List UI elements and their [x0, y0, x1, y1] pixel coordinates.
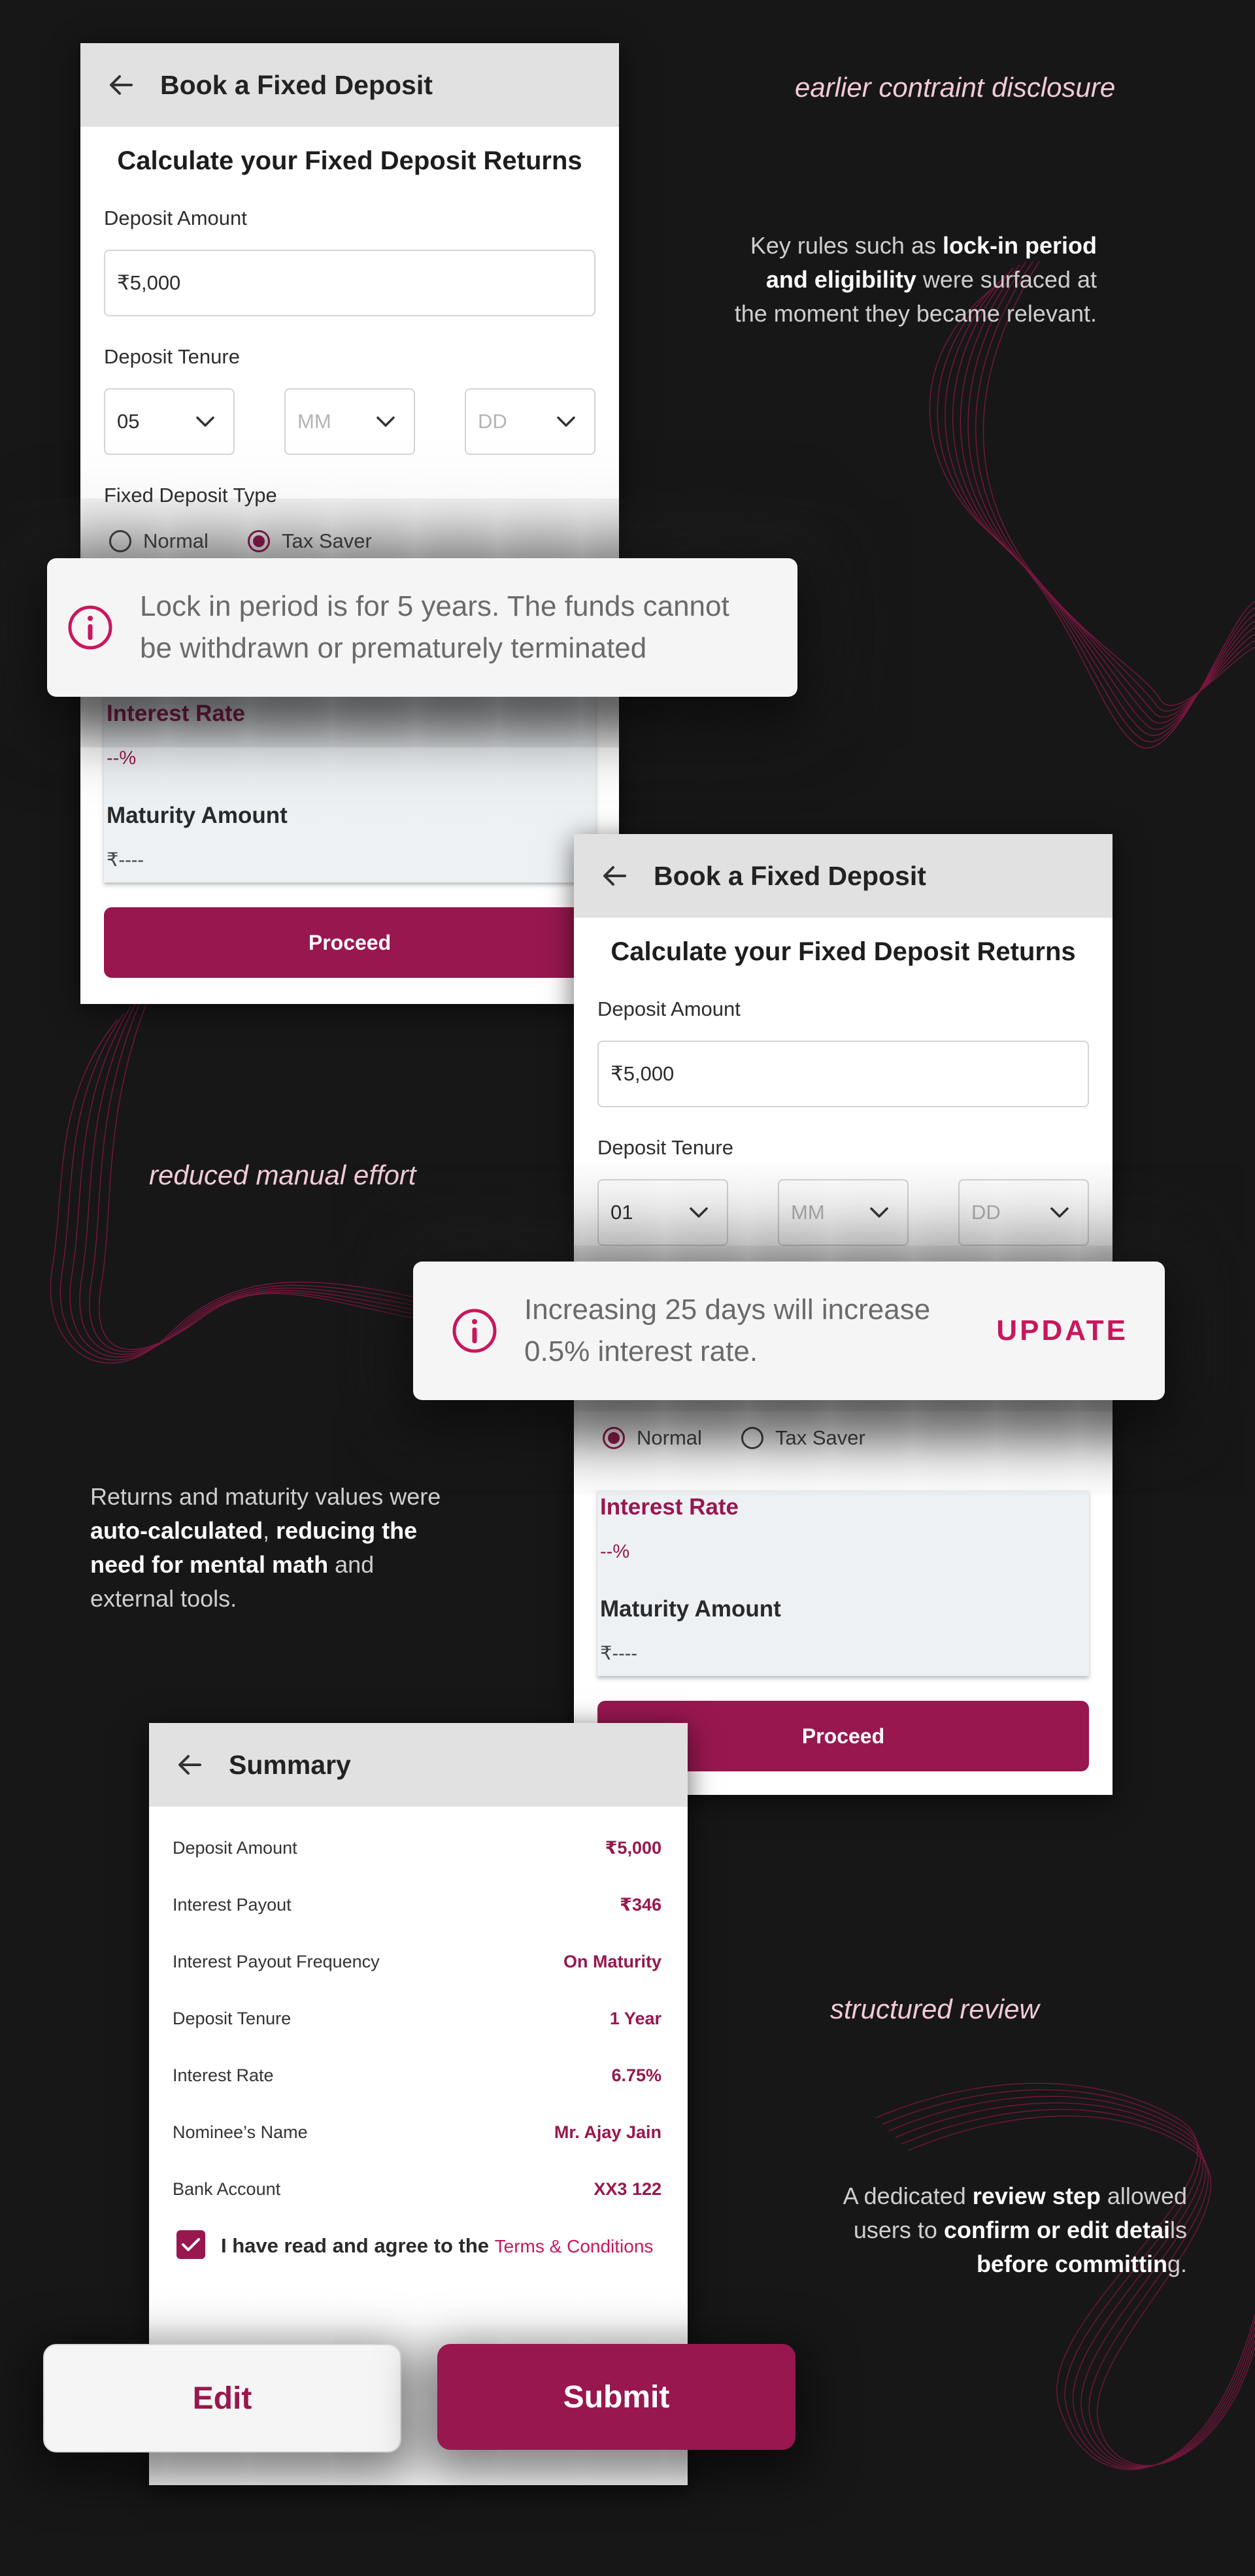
tenure-years-select[interactable]: 05 [104, 388, 235, 455]
checkmark-icon [181, 2237, 201, 2252]
chevron-down-icon [1050, 1207, 1069, 1218]
app-bar-title: Summary [229, 1749, 351, 1780]
radio-tax-saver[interactable]: Tax Saver [248, 529, 372, 553]
radio-circle [741, 1427, 763, 1449]
tenure-years-select[interactable]: 01 [597, 1179, 728, 1246]
note-review-step: A dedicated review step allowed users to confirm or edit details before committing. [843, 2183, 1187, 2277]
interest-rate-label: Interest Rate [107, 701, 246, 726]
maturity-amount-label: Maturity Amount [600, 1596, 781, 1622]
app-bar [149, 1723, 688, 1807]
deposit-amount-label: Deposit Amount [597, 997, 741, 1020]
summary-row-deposit-tenure: Deposit Tenure 1 Year [173, 2009, 661, 2028]
summary-row-interest-payout: Interest Payout ₹346 [173, 1895, 661, 1915]
radio-circle-selected [603, 1427, 625, 1449]
summary-row-nominee-name: Nominee’s Name Mr. Ajay Jain [173, 2122, 661, 2142]
info-icon [67, 604, 114, 651]
tag-early-constraint-disclosure: earlier contraint disclosure [795, 72, 1116, 103]
terms-link[interactable]: Terms & Conditions [494, 2236, 654, 2256]
chevron-down-icon [869, 1207, 889, 1218]
back-arrow-icon[interactable] [599, 860, 630, 892]
maturity-amount-label: Maturity Amount [107, 803, 288, 828]
screen-book-fixed-deposit-tax-saver [80, 43, 619, 1004]
tag-reduced-manual-effort: reduced manual effort [149, 1160, 416, 1190]
chevron-down-icon [556, 416, 576, 427]
chevron-down-icon [376, 416, 395, 427]
terms-agreement-text: I have read and agree to the Terms & Conditions [221, 2234, 654, 2257]
submit-button[interactable]: Submit [437, 2344, 795, 2450]
radio-circle-selected [248, 530, 270, 552]
summary-row-interest-rate: Interest Rate 6.75% [173, 2066, 661, 2085]
deposit-tenure-label: Deposit Tenure [104, 345, 240, 368]
app-bar-title: Book a Fixed Deposit [654, 860, 926, 891]
back-arrow-icon[interactable] [105, 69, 137, 101]
maturity-amount-value: ₹---- [600, 1643, 638, 1664]
result-panel [104, 694, 595, 882]
deposit-tenure-label: Deposit Tenure [597, 1136, 733, 1159]
fd-type-label: Fixed Deposit Type [104, 484, 277, 507]
result-panel [597, 1490, 1089, 1676]
toast-message: Increasing 25 days will increase 0.5% interest rate. [524, 1294, 931, 1367]
tenure-months-select[interactable]: MM [778, 1179, 909, 1246]
decorative-wave-bottom-right [837, 2039, 1255, 2536]
chevron-down-icon [195, 416, 215, 427]
proceed-button[interactable]: Proceed [597, 1701, 1089, 1771]
deposit-amount-label: Deposit Amount [104, 207, 247, 229]
tag-structured-review: structured review [830, 1994, 1039, 2024]
deposit-amount-input[interactable]: ₹5,000 [104, 250, 595, 316]
app-bar [574, 834, 1113, 918]
radio-normal[interactable]: Normal [603, 1426, 702, 1450]
tenure-months-select[interactable]: MM [284, 388, 415, 455]
app-bar-title: Book a Fixed Deposit [160, 69, 433, 100]
summary-row-payout-frequency: Interest Payout Frequency On Maturity [173, 1952, 661, 1971]
toast-message: Lock in period is for 5 years. The funds cannot be withdrawn or prematurely terminated [140, 590, 729, 664]
maturity-amount-value: ₹---- [107, 850, 144, 871]
page-heading: Calculate your Fixed Deposit Returns [611, 937, 1076, 966]
radio-normal[interactable]: Normal [109, 529, 209, 553]
tenure-days-select[interactable]: DD [958, 1179, 1089, 1246]
terms-checkbox[interactable] [176, 2230, 205, 2259]
chevron-down-icon [689, 1207, 709, 1218]
info-icon [451, 1307, 498, 1354]
edit-button[interactable]: Edit [43, 2344, 401, 2452]
interest-suggestion-toast [413, 1262, 1165, 1400]
interest-rate-label: Interest Rate [600, 1494, 739, 1520]
interest-rate-value: --% [600, 1541, 630, 1562]
update-button[interactable]: UPDATE [996, 1314, 1128, 1347]
note-auto-calculated: Returns and maturity values were auto-calculated, reducing the need for mental math and external tools. [90, 1483, 441, 1612]
lock-in-info-toast [47, 558, 797, 697]
deposit-amount-input[interactable]: ₹5,000 [597, 1041, 1089, 1107]
decorative-wave-top-right [863, 261, 1255, 771]
note-lock-in-period: Key rules such as lock-in period and eligibility were surfaced at the moment they became relevant. [734, 232, 1097, 327]
interest-rate-value: --% [107, 748, 137, 769]
back-arrow-icon[interactable] [174, 1749, 205, 1781]
summary-row-bank-account: Bank Account XX3 122 [173, 2179, 661, 2199]
radio-tax-saver[interactable]: Tax Saver [741, 1426, 865, 1450]
radio-circle [109, 530, 131, 552]
summary-row-deposit-amount: Deposit Amount ₹5,000 [173, 1838, 661, 1858]
page-heading: Calculate your Fixed Deposit Returns [117, 146, 582, 175]
tenure-days-select[interactable]: DD [465, 388, 595, 455]
proceed-button[interactable]: Proceed [104, 907, 595, 978]
app-bar [80, 43, 619, 127]
